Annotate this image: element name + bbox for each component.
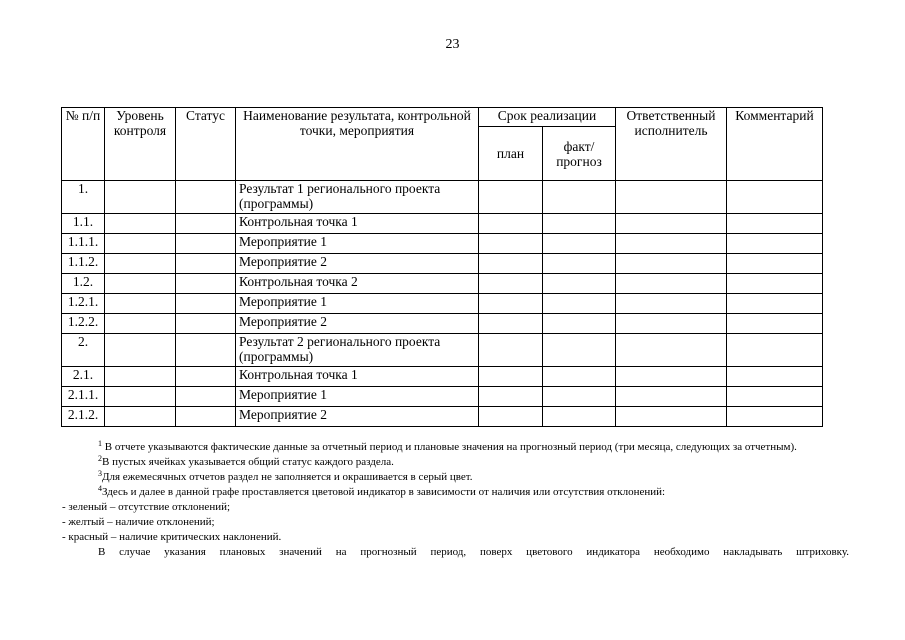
table-row	[62, 274, 823, 294]
footnote-4-text: Здесь и далее в данной графе проставляется цветовой индикатор в зависимости от наличия или отсутствия отклонений:	[102, 486, 666, 498]
row-comment	[727, 314, 823, 334]
row-name: Результат 2 регионального проекта (программы)	[236, 334, 479, 367]
row-num: 1.2.	[62, 274, 105, 294]
row-responsible	[616, 274, 727, 294]
table-row	[62, 234, 823, 254]
row-num: 1.1.	[62, 214, 105, 234]
footnote-2-text: В пустых ячейках указывается общий статус каждого раздела.	[102, 456, 394, 468]
footnote-3	[62, 470, 849, 485]
row-status	[176, 387, 236, 407]
row-num: 1.1.1.	[62, 234, 105, 254]
row-plan	[479, 334, 543, 367]
row-fact	[543, 254, 616, 274]
row-responsible	[616, 214, 727, 234]
header-term-fact: факт/ прогноз	[543, 127, 616, 181]
page-number: 23	[445, 37, 460, 52]
row-level	[105, 274, 176, 294]
row-plan	[479, 367, 543, 387]
row-status	[176, 181, 236, 214]
row-name: Контрольная точка 1	[236, 214, 479, 234]
row-status	[176, 294, 236, 314]
footnotes	[62, 440, 849, 560]
footnote-3-mark: 3	[98, 469, 102, 478]
row-name: Мероприятие 1	[236, 387, 479, 407]
row-num: 1.	[62, 181, 105, 214]
row-status	[176, 407, 236, 427]
row-fact	[543, 334, 616, 367]
row-comment	[727, 214, 823, 234]
row-name: Контрольная точка 2	[236, 274, 479, 294]
row-level	[105, 407, 176, 427]
row-plan	[479, 214, 543, 234]
row-responsible	[616, 254, 727, 274]
row-num: 2.1.2.	[62, 407, 105, 427]
row-responsible	[616, 367, 727, 387]
row-comment	[727, 407, 823, 427]
report-table	[61, 107, 823, 427]
footnote-1-text: В отчете указываются фактические данные за отчетный период и плановые значения на прогнозный период (три месяца, следующих за отчетным).	[104, 441, 797, 453]
header-comment: Комментарий	[727, 108, 823, 181]
row-status	[176, 214, 236, 234]
footnote-2	[62, 455, 849, 470]
table-row	[62, 334, 823, 367]
table-row	[62, 387, 823, 407]
row-status	[176, 334, 236, 367]
row-num: 1.2.1.	[62, 294, 105, 314]
row-level	[105, 334, 176, 367]
row-name: Мероприятие 2	[236, 254, 479, 274]
row-plan	[479, 181, 543, 214]
header-level: Уровень контроля	[105, 108, 176, 181]
row-responsible	[616, 387, 727, 407]
row-level	[105, 254, 176, 274]
row-fact	[543, 294, 616, 314]
row-responsible	[616, 314, 727, 334]
row-plan	[479, 274, 543, 294]
row-fact	[543, 387, 616, 407]
row-status	[176, 274, 236, 294]
header-status: Статус	[176, 108, 236, 181]
header-num: № п/п	[62, 108, 105, 181]
table-row	[62, 254, 823, 274]
row-status	[176, 314, 236, 334]
row-responsible	[616, 407, 727, 427]
row-num: 2.	[62, 334, 105, 367]
row-fact	[543, 214, 616, 234]
footnote-2-mark: 2	[98, 454, 102, 463]
row-num: 1.2.2.	[62, 314, 105, 334]
footnote-4-mark: 4	[98, 484, 102, 493]
row-comment	[727, 181, 823, 214]
row-fact	[543, 367, 616, 387]
row-name: Мероприятие 1	[236, 234, 479, 254]
row-name: Контрольная точка 1	[236, 367, 479, 387]
row-fact	[543, 407, 616, 427]
row-comment	[727, 334, 823, 367]
row-comment	[727, 234, 823, 254]
row-num: 2.1.1.	[62, 387, 105, 407]
row-plan	[479, 314, 543, 334]
shading-note: В случае указания плановых значений на прогнозный период, поверх цветового индикатора необходимо накладывать штриховку.	[98, 546, 849, 558]
table-row	[62, 407, 823, 427]
header-term-plan: план	[479, 127, 543, 181]
row-plan	[479, 387, 543, 407]
row-responsible	[616, 294, 727, 314]
row-level	[105, 387, 176, 407]
row-comment	[727, 367, 823, 387]
row-responsible	[616, 234, 727, 254]
row-level	[105, 314, 176, 334]
table-row	[62, 214, 823, 234]
row-name: Мероприятие 2	[236, 314, 479, 334]
row-comment	[727, 387, 823, 407]
row-name: Мероприятие 1	[236, 294, 479, 314]
row-level	[105, 367, 176, 387]
row-status	[176, 234, 236, 254]
header-responsible: Ответственный исполнитель	[616, 108, 727, 181]
table-row	[62, 367, 823, 387]
footnote-4	[62, 485, 849, 500]
row-fact	[543, 314, 616, 334]
table-row	[62, 314, 823, 334]
row-name: Результат 1 регионального проекта (программы)	[236, 181, 479, 214]
footnote-1	[62, 440, 849, 455]
table-body	[62, 181, 823, 427]
row-level	[105, 214, 176, 234]
row-plan	[479, 234, 543, 254]
row-comment	[727, 274, 823, 294]
table-row	[62, 181, 823, 214]
footnote-1-mark: 1	[98, 439, 102, 448]
row-responsible	[616, 334, 727, 367]
row-plan	[479, 407, 543, 427]
footnote-3-text: Для ежемесячных отчетов раздел не заполняется и окрашивается в серый цвет.	[102, 471, 473, 483]
row-fact	[543, 234, 616, 254]
indicator-red: - красный – наличие критических наклонений.	[62, 531, 282, 543]
header-term: Срок реализации	[479, 108, 616, 127]
row-level	[105, 294, 176, 314]
row-fact	[543, 181, 616, 214]
indicator-green: - зеленый – отсутствие отклонений;	[62, 501, 231, 513]
row-level	[105, 234, 176, 254]
indicator-yellow: - желтый – наличие отклонений;	[62, 516, 215, 528]
header-name: Наименование результата, контрольной точки, мероприятия	[236, 108, 479, 181]
row-comment	[727, 294, 823, 314]
row-num: 2.1.	[62, 367, 105, 387]
row-name: Мероприятие 2	[236, 407, 479, 427]
table-row	[62, 294, 823, 314]
row-status	[176, 367, 236, 387]
row-num: 1.1.2.	[62, 254, 105, 274]
row-comment	[727, 254, 823, 274]
row-level	[105, 181, 176, 214]
row-status	[176, 254, 236, 274]
row-plan	[479, 254, 543, 274]
row-plan	[479, 294, 543, 314]
row-responsible	[616, 181, 727, 214]
row-fact	[543, 274, 616, 294]
